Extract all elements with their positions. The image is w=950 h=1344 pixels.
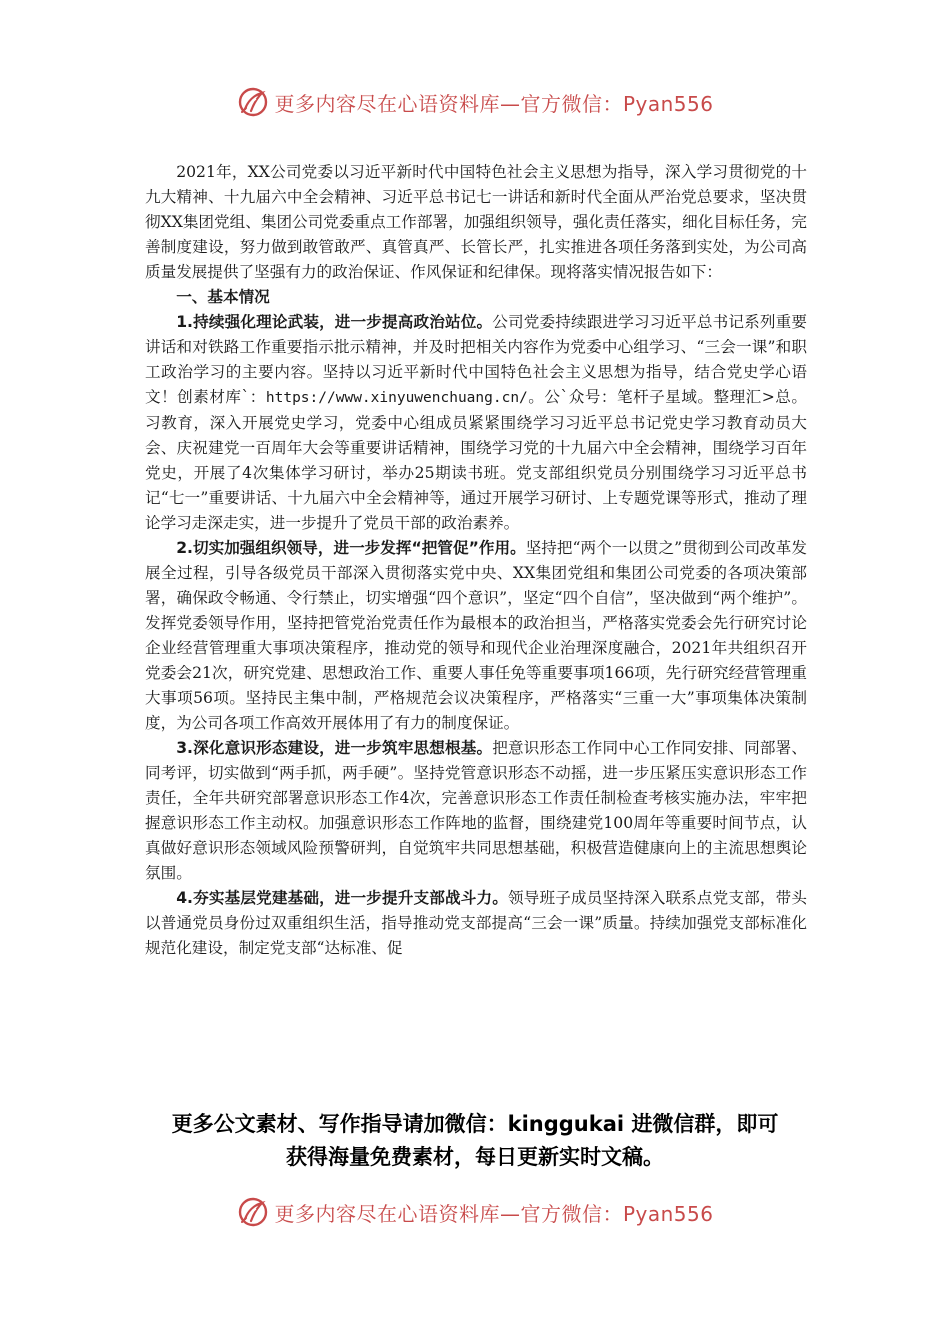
footer-watermark-banner: [0, 1192, 950, 1232]
paragraph-organizational-leadership: [145, 536, 807, 736]
paragraph-1-lead: 1.持续强化理论武装，进一步提高政治站位。: [176, 313, 493, 331]
website-link[interactable]: https://www.xinyuwenchuang.cn/: [265, 390, 528, 406]
section-heading-basic-situation: 一、基本情况: [176, 288, 270, 306]
paragraph-ideology-building: [145, 736, 807, 886]
wechat-promo-notice: [0, 1108, 950, 1174]
paragraph-3-lead: 3.深化意识形态建设，进一步筑牢思想根基。: [176, 739, 493, 757]
header-watermark-banner: [0, 82, 950, 122]
paragraph-1-text-b: 。公`众号：笔杆子星域。整理汇>总。习教育，深入开展党史学习，党委中心组成员紧紧围绕学习习近平总书记党史学习教育动员大会、庆祝建党一百周年大会等重要讲话精神，围绕学习党的十九届六中全会精神，围绕学习百年党史，开展了4次集体学习研讨，举办25期读书班。党支部组织党员分别围绕学习习近平总书记“七一”重要讲话、十九届六中全会精神等，通过开展学习研讨、上专题党课等形式，推动了理论学习走深走实，进一步提升了党员干部的政治素养。: [145, 388, 807, 532]
promo-line-2: 获得海量免费素材，每日更新实时文稿。: [286, 1145, 664, 1169]
header-watermark-text: 更多内容尽在心语资料库—官方微信：Pyan556: [274, 91, 714, 116]
xinyu-logo-icon: [236, 1195, 270, 1229]
paragraph-3-text: 把意识形态工作同中心工作同安排、同部署、同考评，切实做到“两手抓，两手硬”。坚持党管意识形态不动摇，进一步压紧压实意识形态工作责任，全年共研究部署意识形态工作4次，完善意识形态工作责任制检查考核实施办法，牢牢把握意识形态工作主动权。加强意识形态工作阵地的监督，围绕建党100周年等重要时间节点，认真做好意识形态领域风险预警研判，自觉筑牢共同思想基础，积极营造健康向上的主流思想舆论氛围。: [145, 739, 807, 882]
paragraph-4-text: 领导班子成员坚持深入联系点党支部，带头以普通党员身份过双重组织生活，指导推动党支部提高“三会一课”质量。持续加强党支部标准化规范化建设，制定党支部“达标准、促: [145, 889, 807, 957]
footer-watermark-text: 更多内容尽在心语资料库—官方微信：Pyan556: [274, 1201, 714, 1226]
paragraph-1-text-a: 公司党委持续跟进学习习近平总书记系列重要讲话和对铁路工作重要指示批示精神，并及时把相关内容作为党委中心组学习、“三会一课”和职工政治学习的主要内容。坚持以习近平新时代中国特色社会主义思想为指导，结合党史学心语文！创素材库`：: [145, 313, 807, 406]
paragraph-2-text: 坚持把“两个一以贯之”贯彻到公司改革发展全过程，引导各级党员干部深入贯彻落实党中央、XX集团党组和集团公司党委的各项决策部署，确保政令畅通、令行禁止，切实增强“四个意识”，坚定“四个自信”，坚决做到“两个维护”。发挥党委领导作用，坚持把管党治党责任作为最根本的政治担当，严格落实党委会先行研究讨论企业经营管理重大事项决策程序，推动党的领导和现代企业治理深度融合，2021年共组织召开党委会21次，研究党建、思想政治工作、重要人事任免等重要事项166项，先行研究经营管理重大事项56项。坚持民主集中制，严格规范会议决策程序，严格落实“三重一大”事项集体决策制度，为公司各项工作高效开展体用了有力的制度保证。: [145, 539, 807, 732]
report-body: [145, 160, 807, 961]
paragraph-4-lead: 4.夯实基层党建基础，进一步提升支部战斗力。: [176, 889, 508, 907]
intro-paragraph: 2021年，XX公司党委以习近平新时代中国特色社会主义思想为指导，深入学习贯彻党的十九大精神、十九届六中全会精神、习近平总书记七一讲话和新时代全面从严治党总要求，坚决贯彻XX集团党组、集团公司党委重点工作部署，加强组织领导，强化责任落实，细化目标任务，完善制度建设，努力做到敢管敢严、真管真严、长管长严，扎实推进各项任务落到实处，为公司高质量发展提供了坚强有力的政治保证、作风保证和纪律保。现将落实情况报告如下：: [145, 163, 807, 281]
paragraph-grassroots-party: [145, 886, 807, 961]
paragraph-theory-study: [145, 310, 807, 536]
promo-line-1: 更多公文素材、写作指导请加微信：kinggukai 进微信群，即可: [171, 1112, 779, 1136]
paragraph-2-lead: 2.切实加强组织领导，进一步发挥“把管促”作用。: [176, 539, 526, 557]
xinyu-logo-icon: [236, 85, 270, 119]
